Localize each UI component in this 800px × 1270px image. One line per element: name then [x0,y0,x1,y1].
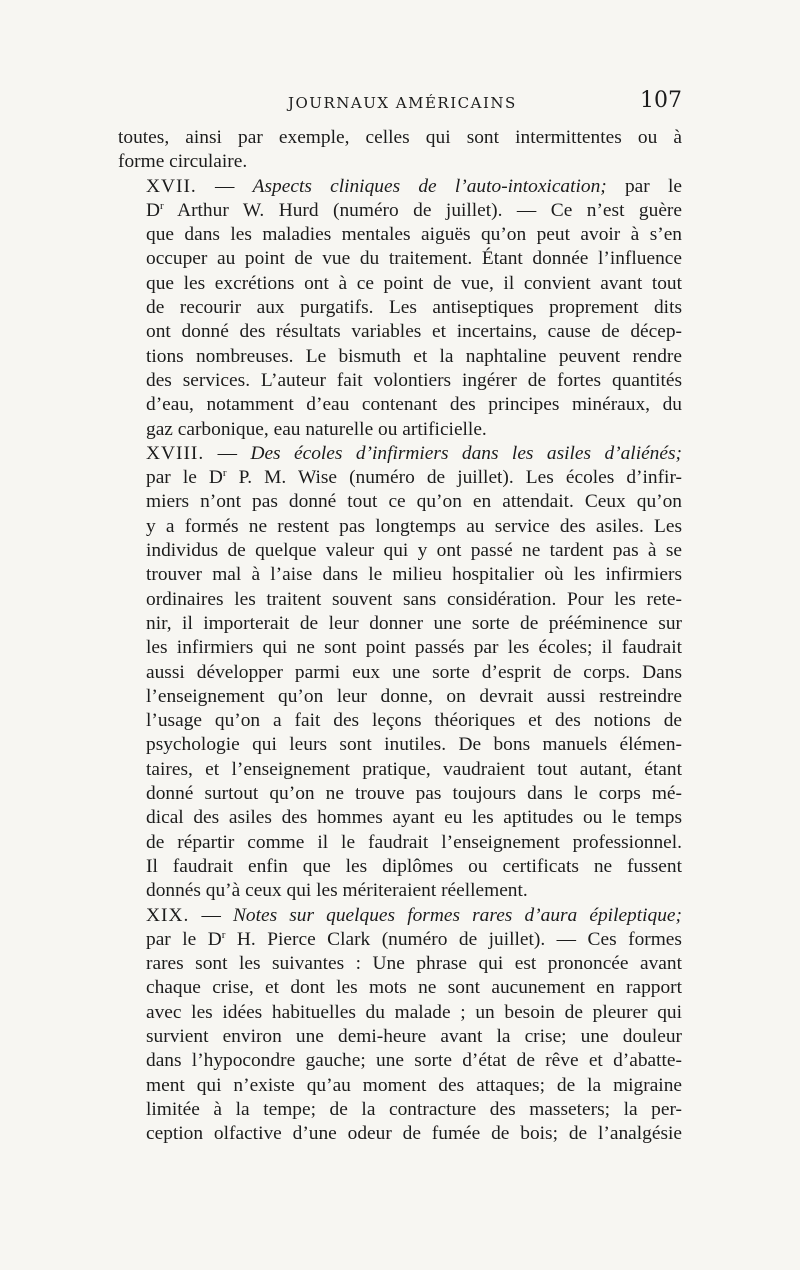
section-title: Des écoles d’infirmiers dans les asiles d’aliénés; [250,442,682,464]
author-title-sup: r [222,467,227,480]
text-line: avec les idées habituelles du malade ; un besoin de pleurer qui [146,1001,682,1023]
text-line: ont donné des résultats variables et incertains, cause de décep- [146,321,682,343]
text-line: survient environ une demi-heure avant la crise; une douleur [146,1025,682,1047]
text-line: donné surtout qu’on ne trouve pas toujours dans le corps mé- [146,783,682,805]
text-line: occuper au point de vue du traitement. Étant donnée l’influence [146,248,682,270]
body-text [118,126,682,1146]
text-line: Il faudrait enfin que les diplômes ou certificats ne fussent [146,855,682,877]
author-title-sup: r [160,199,164,212]
section-number: XVII. [146,175,197,197]
section-xviii [118,442,682,904]
author-rest: P. M. Wise (numéro de juillet). Les écoles d’infir- [238,467,682,489]
section-number: XVIII. [146,442,205,464]
text-line: limitée à la tempe; de la contracture des masseters; la per- [146,1098,682,1120]
text-line: toutes, ainsi par exemple, celles qui sont intermittentes ou à [118,127,682,148]
author-line [118,466,682,490]
author-title: D [208,467,223,489]
section-heading-line: XIX. — Notes sur quelques formes rares d’aura épileptique; [146,904,682,926]
author-rest: H. Pierce Clark (numéro de juillet). — Ces formes [236,928,682,950]
running-title: JOURNAUX AMÉRICAINS [288,94,517,112]
text-line: ordinaires les traitent souvent sans considération. Pour les rete- [146,588,682,610]
text-line: tions nombreuses. Le bismuth et la naphtaline peuvent rendre [146,345,682,367]
text-line: individus de quelque valeur qui y ont passé ne tardent pas à se [146,540,682,562]
author-title: D [207,928,222,950]
author-line [118,928,682,952]
text-line: rares sont les suivantes : Une phrase qui est prononcée avant [146,953,682,975]
text-line: aussi développer parmi eux une sorte d’esprit de corps. Dans [146,661,682,683]
text-line: l’usage qu’on a fait des leçons théoriques et des notions de [146,710,682,732]
text-line: l’enseignement qu’on leur donne, on devrait aussi restreindre [146,685,682,707]
text-line: dical des asiles des hommes ayant eu les aptitudes ou le temps [146,807,682,829]
text-line: psychologie qui leurs sont inutiles. De bons manuels élémen- [146,734,682,756]
author-prefix: par le [146,928,197,950]
text-line: miers n’ont pas donné tout ce qu’on en attendait. Ceux qu’on [146,491,682,513]
text-line: que dans les maladies mentales aiguës qu’on peut avoir à s’en [146,224,682,246]
text-line: d’eau, notamment d’eau contenant des principes minéraux, du [146,394,682,416]
text-line: les infirmiers qui ne sont point passés par les écoles; il faudrait [146,637,682,659]
page-number: 107 [640,88,682,113]
text-line: donnés qu’à ceux qui les mériteraient réellement. [146,880,528,902]
text-line: nir, il importerait de leur donner une sorte de prééminence sur [146,612,682,634]
text-line: trouver mal à l’aise dans le milieu hospitalier où les infirmiers [146,564,682,586]
author-line [118,199,682,223]
section-xix [118,904,682,1147]
text-line: de répartir comme il le faudrait l’enseignement professionnel. [146,831,682,853]
text-line: taires, et l’enseignement pratique, vaudraient tout autant, étant [146,758,682,780]
section-title: Aspects cliniques de l’auto-intoxication; [252,175,607,197]
text-line: dans l’hypocondre gauche; une sorte d’état de rêve et d’abatte- [146,1050,682,1072]
author-title: D [146,199,161,221]
text-line: de recourir aux purgatifs. Les antiseptiques proprement dits [146,297,682,319]
document-page [118,88,682,1146]
author-prefix: par le [624,175,682,197]
author-rest: Arthur W. Hurd (numéro de juillet). — Ce n’est guère [177,199,682,221]
text-line: y a formés ne restent pas longtemps au service des asiles. Les [146,515,682,537]
text-line: forme circulaire. [118,151,248,173]
text-line: gaz carbonique, eau naturelle ou artificielle. [146,418,487,440]
author-title-sup: r [221,928,226,941]
text-line: ment qui n’existe qu’au moment des attaques; de la migraine [146,1074,682,1096]
text-line: des services. L’auteur fait volontiers ingérer de fortes quantités [146,369,682,391]
section-heading-line: XVII. — Aspects cliniques de l’auto-intoxication; par le [146,175,682,197]
page-header [118,88,682,124]
section-number: XIX. [146,904,190,926]
section-xvii [118,175,682,442]
section-title: Notes sur quelques formes rares d’aura épileptique; [232,904,682,926]
section-heading-line: XVIII. — Des écoles d’infirmiers dans les asiles d’aliénés; [146,442,682,464]
text-line: que les excrétions ont à ce point de vue, il convient avant tout [146,272,682,294]
text-line: ception olfactive d’une odeur de fumée de bois; de l’analgésie [146,1123,682,1145]
paragraph-continuation [118,126,682,175]
text-line: chaque crise, et dont les mots ne sont aucunement en rapport [146,977,682,999]
author-prefix: par le [146,467,197,489]
